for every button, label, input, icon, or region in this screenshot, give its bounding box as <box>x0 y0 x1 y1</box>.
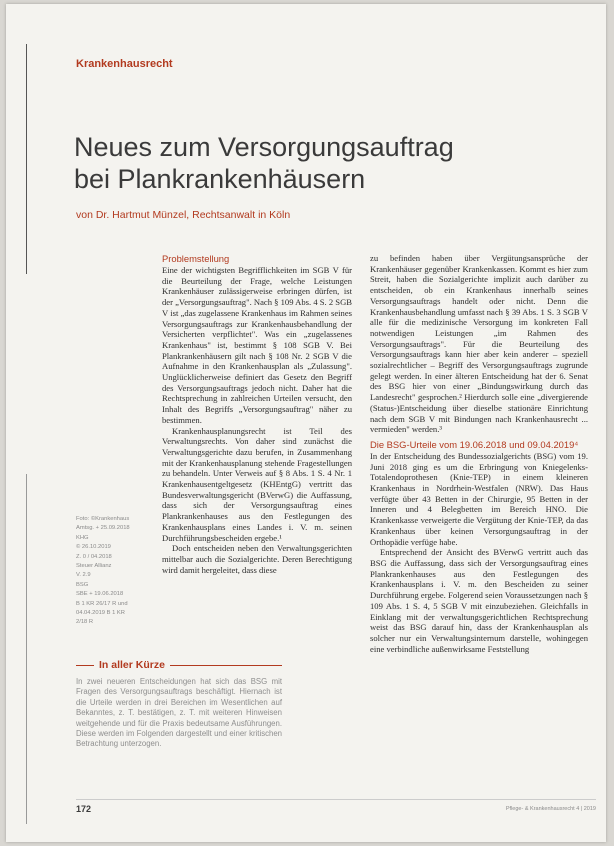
summary-rule-left <box>76 665 94 666</box>
section-rubric: Krankenhausrecht <box>76 58 173 70</box>
paragraph: Entsprechend der Ansicht des BVerwG vertritt auch das BSG die Auffassung, dass sich der Versorgungsauftrag eines Plankrankenhauses aus den Festlegungen des Krankenhausplans i. V. m. den Bescheiden zu seiner Durchführung ergebe. Folgerend seien Voraussetzungen nach § 109 Abs. 1 S. 4, 5 SGB V mit einzubeziehen. Gleichfalls in Einklang mit der verwaltungsgerichtlichen Rechtsprechung weist das BSG darauf hin, dass der Krankenhausplan als solcher nur ein Verwaltungsinternum darstelle, wohingegen eine verbindliche außenwirksame Feststellung <box>370 547 588 654</box>
margin-note-line: © 26.10.2019 <box>76 544 111 551</box>
margin-note-line: Steuer Allianz <box>76 563 112 570</box>
title-line-1: Neues zum Versorgungsauftrag <box>74 132 454 162</box>
journal-name: Pflege- & Krankenhausrecht 4 | 2019 <box>505 806 596 812</box>
margin-note <box>76 516 150 627</box>
margin-note-line: V. 2.9 <box>76 572 91 579</box>
section-heading-bsg: Die BSG-Urteile vom 19.06.2018 und 09.04.2019⁴ <box>370 438 579 450</box>
paragraph: Doch entscheiden neben den Verwaltungsgerichten mittelbar auch die Sozialgerichte. Deren Berechtigung wird damit hergeleitet, dass diese <box>162 543 352 575</box>
margin-note-line: 04.04.2019 B 1 KR <box>76 610 125 617</box>
footer-rule <box>76 799 596 800</box>
author-byline: von Dr. Hartmut Münzel, Rechtsanwalt in Köln <box>76 209 291 221</box>
paragraph: Eine der wichtigsten Begrifflichkeiten im SGB V für die Beurteilung der Frage, welche Leistungen Krankenhäuser zulässigerweise erbringen dürfen, ist der „Versorgungsauftrag". Nach § 109 Abs. 4 S. 2 SGB V ist „das zugelassene Krankenhaus im Rahmen seines Versorgungsauftrags zur Krankenhausbehandlung der Versicherten verpflichtet". Was ein „zugelassenes Krankenhaus" ist, bestimmt § 108 SGB V. Bei Plankrankenhäusern gilt nach § 108 Nr. 2 SGB V die Aufnahme in den Krankenhausplan als „Zulassung". Unglücklicherweise definiert das Gesetz den Begriff des Versorgungsauftrags jedoch nicht. Daher hat die Rechtsprechung in zahlreichen Urteilen versucht, den Inhalt des Begriffs „Versorgungsauftrag" näher zu bestimmen. <box>162 265 353 425</box>
column-left <box>162 253 352 575</box>
article-title <box>74 131 534 195</box>
margin-note-line: Foto: ©Krankenhaus <box>76 516 130 522</box>
summary-rule-right <box>170 665 282 666</box>
margin-note-line: Amtsg. + 25.09.2018 <box>76 525 130 532</box>
summary-header <box>76 659 282 671</box>
page-number: 172 <box>76 804 92 814</box>
margin-note-line: BSG <box>76 581 89 588</box>
margin-note-line: Z. 0 / 04.2018 <box>76 553 112 560</box>
margin-note-line: SBE + 19.06.2018 <box>76 591 124 598</box>
margin-rule <box>26 44 27 274</box>
paragraph: In der Entscheidung des Bundessozialgerichts (BSG) vom 19. Juni 2018 ging es um die Erbringung von Kniegelenks-Totalendoprothesen (Knie-TEP) in einem kleineren Krankenhaus in Nordrhein-Westfalen (NRW). Das Haus verfügte über 43 Betten in der Chirurgie, 95 Betten in der Inneren und 4 Belegbetten im Bereich HNO. Die Krankenkasse verweigerte die Vergütung der Knie-TEP, da das Krankenhaus über keinen Versorgungsauftrag in der Orthopädie verfüge habe. <box>370 450 588 547</box>
margin-note-line: KHG <box>76 534 89 541</box>
margin-note-line: 2/18 R <box>76 619 94 626</box>
document-page <box>6 4 606 842</box>
summary-title: In aller Kürze <box>99 659 165 671</box>
paragraph: Krankenhausplanungsrecht ist Teil des Verwaltungsrechts. Von daher sind zunächst die Verwaltungsgerichte dazu berufen, in Zusammenhang mit der Krankenhausplanung stehende Fragestellungen zu behandeln. Unter Verweis auf § 8 Abs. 1 S. 4 Nr. 1 Krankenhausentgeltgesetz (KHEntgG) vertritt das Bundesverwaltungsgericht (BVerwG) die Auffassung, dass sich der Versorgungsauftrag eines Plankrankenhauses aus den Festlegungen des Krankenhausplans eines Landes i. V. m. seinen Durchführungsbescheiden ergebe.¹ <box>162 425 352 543</box>
title-line-2: bei Plankrankenhäusern <box>74 164 366 194</box>
summary-box <box>76 659 282 750</box>
column-right <box>370 253 588 654</box>
section-heading-problem: Problemstellung <box>162 253 230 264</box>
margin-rule-lower <box>26 474 27 824</box>
margin-note-line: B 1 KR 26/17 R und <box>76 600 128 607</box>
summary-text: In zwei neueren Entscheidungen hat sich das BSG mit Fragen des Versorgungsauftrags beschäftigt. Hiernach ist die Urteile werden in drei Bereichen im Wesentlichen auf Bekanntes, z. T. bestätigen, z. T. mit weiteren Hinweisen weitgehende und für die Praxis bedeutsame Ausführungen. Diese werden im Folgenden dargestellt und einer kritischen Betrachtung unterzogen. <box>76 677 282 749</box>
paragraph: zu befinden haben über Vergütungsansprüche der Krankenhäuser gegenüber Krankenkassen. Kommt es hier zum Streit, haben die Sozialgerichte implizit auch darüber zu entscheiden, ob ein Krankenhaus innerhalb seines Versorgungsauftrags handelt oder nicht. Denn die Krankenhausbehandlung umfasst nach § 39 Abs. 1 S. 3 SGB V alle für die medizinische Versorgung im konkreten Fall notwendigen Leistungen „im Rahmen des Versorgungsauftrags". Für die Beurteilung des Versorgungsauftrags kann hier aber kein anderer – speziell sozialrechtlicher – Begriff des Versorgungsauftrags zugrunde gelegt werden. In einer älteren Entscheidung hat der 6. Senat des BSG hier von einer „Bindungswirkung durch das Landesrecht" gesprochen.² Hierdurch solle eine „divergierende (Status-)Entscheidung über dieselbe stationäre Einrichtung nach dem SGB V mit Bindungen nach Krankenhausrecht ... vermieden" werden.³ <box>370 253 588 435</box>
